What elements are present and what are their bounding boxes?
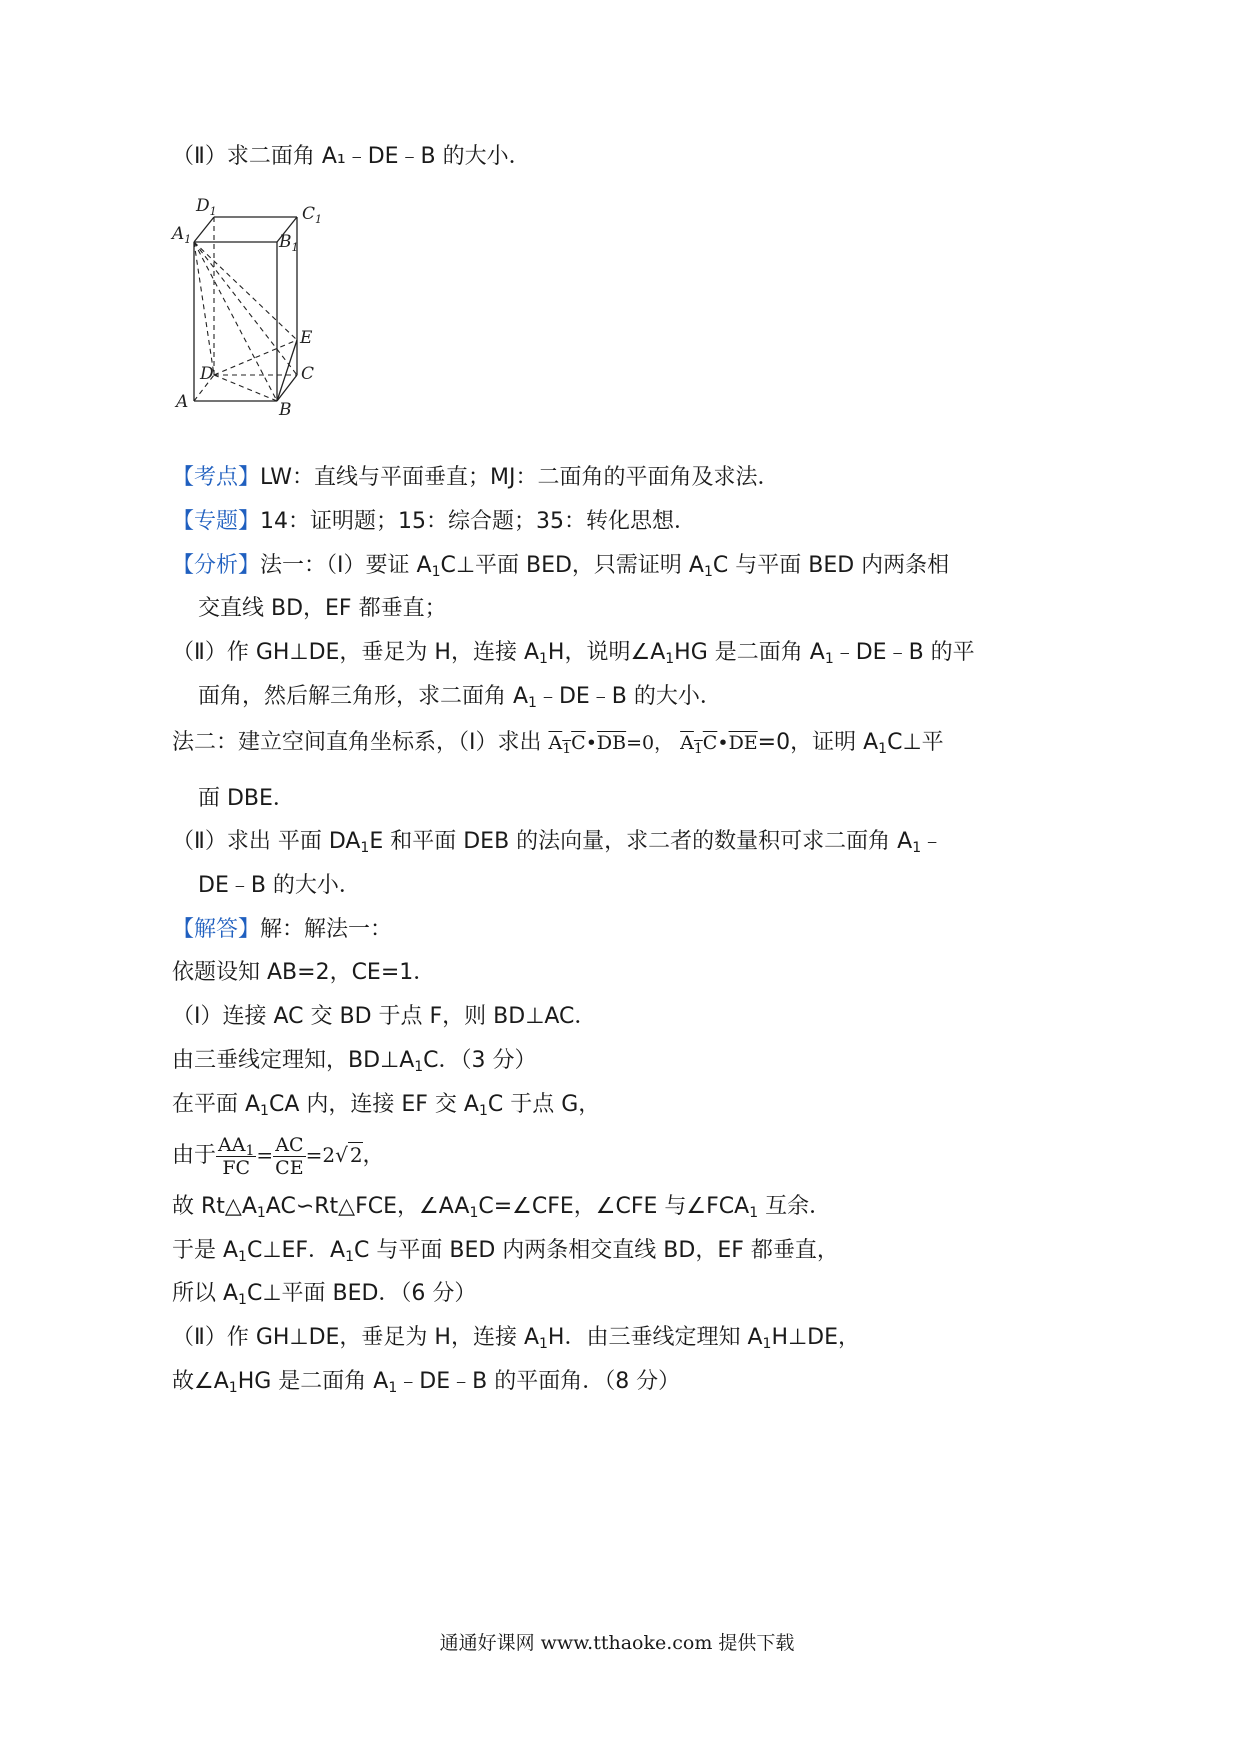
fraction-aa1-fc: $\frac{AA_1}{FC}$ — [218, 1133, 255, 1179]
zhuanti-line: 【专题】14：证明题；15：综合题；35：转化思想． — [172, 509, 696, 534]
label-d1: $D_1$ — [196, 196, 217, 218]
fenxi-line-4: 面角，然后解三角形，求二面角 $A_1﹣DE﹣B$ 的大小． — [198, 684, 722, 711]
label-c: C — [301, 364, 315, 384]
kaodian-tag: 【考点】 — [172, 465, 261, 490]
label-b1: $B_1$ — [279, 232, 299, 254]
solution-line-6: 故 $Rt\triangle A_1AC∽Rt\triangle FCE$，$\angle AA_1C=\angle CFE$，∠CFE 与$\angle FCA_1$ 互余． — [172, 1194, 832, 1221]
jieda-line: 【解答】解：解法一： — [172, 917, 393, 942]
sqrt-sign: √ — [335, 1143, 348, 1167]
solution-line-1: 依题设知 AB=2，CE=1． — [172, 960, 436, 985]
zhuanti-tag: 【专题】 — [172, 509, 261, 534]
solution-line-3: 由三垂线定理知，$BD\perp A_1C$．（3 分） — [172, 1048, 537, 1075]
label-d: D — [200, 364, 214, 384]
fenxi-tag: 【分析】 — [172, 553, 261, 578]
solution-line-8: 所以 $A_1C\perp$平面 BED．（6 分） — [172, 1281, 477, 1308]
vector-a1c-dot-de: $A_1C•\overline{DE}$ — [680, 732, 758, 757]
kaodian-line: 【考点】LW：直线与平面垂直；MJ：二面角的平面角及求法． — [172, 465, 780, 490]
solution-line-10: 故$\angle A_1HG$ 是二面角 $A_1﹣DE﹣B$ 的平面角．（8 分） — [172, 1369, 681, 1396]
jieda-tag: 【解答】 — [172, 917, 261, 942]
sqrt-radicand: 2 — [349, 1143, 363, 1167]
fenxi-line-1: 【分析】法一：（Ⅰ）要证 $A_1C\perp$平面 BED，只需证明 $A_1C$ 与平面 BED 内两条相 — [172, 553, 950, 580]
label-c1: $C_1$ — [302, 204, 323, 226]
fenxi-line-2: 交直线 BD，EF 都垂直； — [198, 596, 447, 621]
fraction-ac-ce: $\frac{AC}{CE}$ — [275, 1133, 304, 1179]
label-e: E — [300, 328, 313, 348]
fenxi-line-6: 面 DBE． — [198, 786, 295, 811]
label-a1: $A_1$ — [172, 224, 192, 246]
page-footer: 通通好课网 www.tthaoke.com 提供下载 — [439, 1632, 795, 1654]
solution-line-5: 由于 $\frac{AA_1}{FC}$ = $\frac{AC}{CE}$ =2√ 2， — [172, 1133, 385, 1179]
cuboid-figure — [172, 196, 340, 425]
label-a: A — [176, 392, 189, 412]
label-b: B — [279, 400, 292, 420]
solution-line-2: （Ⅰ）连接 AC 交 BD 于点 F，则 BD⊥AC． — [172, 1004, 597, 1029]
solution-line-4: 在平面 $A_1CA$ 内，连接 EF 交 $A_1C$ 于点 G， — [172, 1092, 601, 1119]
solution-line-9: （Ⅱ）作 GH⊥DE，垂足为 H，连接 $A_1H$．由三垂线定理知 $A_1H\perp DE$， — [172, 1325, 860, 1352]
vector-a1c-dot-db: $A_1C•\overline{DB}=0$， — [548, 732, 674, 757]
fenxi-line-7: （Ⅱ）求出 平面 $DA_1E$ 和平面 DEB 的法向量，求二者的数量积可求二面角 $A_1﹣$ — [172, 829, 944, 856]
solution-line-7: 于是 $A_1C\perp EF$．$A_1C$ 与平面 BED 内两条相交直线 BD，EF 都垂直， — [172, 1238, 839, 1265]
fenxi-line-8: DE﹣B 的大小． — [198, 873, 361, 898]
fenxi-line-3: （Ⅱ）作 GH⊥DE，垂足为 H，连接 $A_1H$，说明$\angle A_1HG$ 是二面角 $A_1﹣DE﹣B$ 的平 — [172, 640, 975, 667]
fenxi-line-5: 法二：建立空间直角坐标系，（Ⅰ）求出 $A_1C•\overline{DB}=0$， $A_1C•\overline{DE}=0$，证明 $A_1C\perp$平 — [172, 730, 944, 757]
question-part-2: （Ⅱ）求二面角 A₁﹣DE﹣B 的大小． — [172, 144, 531, 169]
